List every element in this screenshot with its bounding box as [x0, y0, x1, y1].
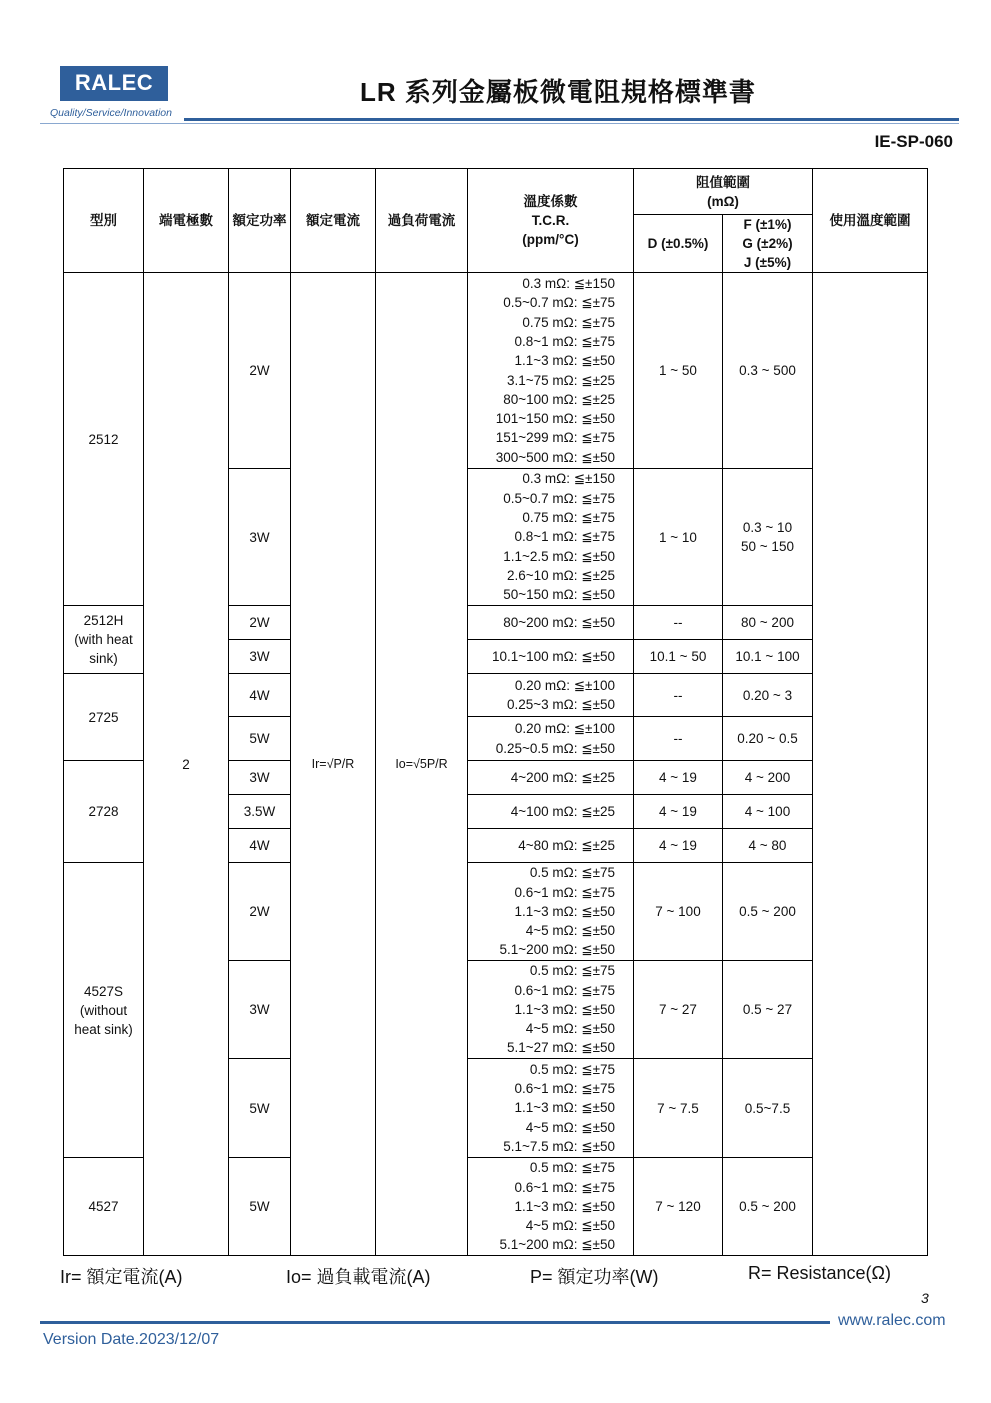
tcr-cell — [468, 795, 634, 829]
range-fgj-cell — [723, 961, 813, 1059]
range-d-cell: 4 ~ 19 — [634, 761, 723, 795]
range-d-cell: 4 ~ 19 — [634, 829, 723, 863]
tcr-line: 0.75 mΩ: ≦±75 — [522, 510, 615, 526]
range-fgj-value: 0.3 ~ 10 — [742, 520, 793, 535]
tcr-cell — [468, 640, 634, 674]
type-label: 4527 — [88, 1199, 119, 1214]
power-cell: 3W — [229, 761, 291, 795]
tcr-line: 4~5 mΩ: ≦±50 — [525, 1119, 615, 1135]
tcr-line: 1.1~3 mΩ: ≦±50 — [514, 353, 615, 369]
tcr-line: 0.5~0.7 mΩ: ≦±75 — [503, 295, 615, 311]
company-logo — [60, 66, 168, 101]
tcr-cell — [468, 1158, 634, 1256]
legend-r: R= Resistance(Ω) — [748, 1263, 891, 1283]
type-label: heat sink) — [74, 1021, 133, 1037]
tcr-line: 151~299 mΩ: ≦±75 — [495, 430, 615, 446]
type-label: 2512H — [83, 613, 124, 628]
logo-text: RALEC — [74, 70, 154, 95]
range-fgj-value: 10.1 ~ 100 — [735, 649, 800, 664]
tcr-line: 0.20 mΩ: ≦±100 — [514, 721, 615, 737]
range-fgj-value: 0.20 ~ 0.5 — [737, 731, 798, 746]
tcr-line: 0.5~0.7 mΩ: ≦±75 — [503, 490, 615, 506]
tcr-line: 5.1~200 mΩ: ≦±50 — [499, 942, 615, 958]
legend-io: Io= 過負載電流(A) — [286, 1267, 431, 1287]
tcr-line: 10.1~100 mΩ: ≦±50 — [491, 648, 615, 664]
table-row — [64, 273, 928, 469]
range-d-cell: -- — [634, 606, 723, 640]
document-number: IE-SP-060 — [874, 132, 953, 151]
range-fgj-cell — [723, 1059, 813, 1158]
rated-current-cell: Ir=√P/R — [291, 273, 376, 1256]
header-tcr-code: T.C.R. — [531, 213, 570, 228]
tcr-line: 4~5 mΩ: ≦±50 — [525, 923, 615, 939]
tcr-line: 2.6~10 mΩ: ≦±25 — [507, 567, 615, 583]
header-range-title: 阻值範圍 — [696, 174, 750, 190]
tcr-line: 0.6~1 mΩ: ≦±75 — [514, 1081, 615, 1097]
range-d-cell: 10.1 ~ 50 — [634, 640, 723, 674]
power-cell: 4W — [229, 674, 291, 717]
tcr-line: 0.25~3 mΩ: ≦±50 — [507, 697, 615, 712]
power-cell: 5W — [229, 1059, 291, 1158]
website-link[interactable]: www.ralec.com — [838, 1312, 946, 1329]
tcr-line: 300~500 mΩ: ≦±50 — [495, 449, 615, 465]
type-cell — [64, 761, 144, 863]
tcr-line: 0.8~1 mΩ: ≦±75 — [514, 529, 615, 545]
tcr-cell — [468, 961, 634, 1059]
tcr-cell — [468, 863, 634, 961]
tcr-cell — [468, 717, 634, 761]
power-cell: 2W — [229, 863, 291, 961]
tcr-line: 0.3 mΩ: ≦±150 — [522, 471, 615, 487]
terminals-cell: 2 — [144, 273, 229, 1256]
range-d-cell: 1 ~ 10 — [634, 469, 723, 606]
range-fgj-value: 0.20 ~ 3 — [742, 687, 793, 703]
range-d-cell: -- — [634, 717, 723, 761]
tcr-line: 80~100 mΩ: ≦±25 — [503, 391, 615, 407]
range-fgj-cell — [723, 829, 813, 863]
header-temp: 使用溫度範圍 — [813, 169, 928, 273]
power-cell: 5W — [229, 717, 291, 761]
tcr-line: 80~200 mΩ: ≦±50 — [503, 614, 615, 630]
range-fgj-cell — [723, 761, 813, 795]
type-cell — [64, 606, 144, 674]
type-cell — [64, 273, 144, 606]
type-label: 2512 — [88, 431, 119, 447]
tcr-line: 0.6~1 mΩ: ≦±75 — [514, 1179, 615, 1195]
header-range-d: D (±0.5%) — [634, 215, 723, 273]
tcr-line: 1.1~3 mΩ: ≦±50 — [514, 1100, 615, 1116]
tcr-cell — [468, 674, 634, 717]
tcr-line: 0.6~1 mΩ: ≦±75 — [514, 884, 615, 900]
legend-ir: Ir= 額定電流(A) — [60, 1267, 183, 1287]
range-fgj-value: 80 ~ 200 — [741, 615, 794, 630]
power-cell: 3W — [229, 469, 291, 606]
header-overload: 過負荷電流 — [376, 169, 468, 273]
footer-rule — [40, 1321, 830, 1324]
header-range-f: F (±1%) — [743, 217, 792, 232]
type-cell — [64, 863, 144, 1158]
power-cell: 3W — [229, 961, 291, 1059]
range-fgj-cell — [723, 795, 813, 829]
tcr-cell — [468, 273, 634, 469]
overload-current-cell: Io=√5P/R — [376, 273, 468, 1256]
power-cell: 3.5W — [229, 795, 291, 829]
version-date: Version Date.2023/12/07 — [43, 1331, 220, 1348]
range-fgj-cell — [723, 606, 813, 640]
tcr-line: 0.3 mΩ: ≦±150 — [522, 276, 615, 292]
power-cell: 2W — [229, 606, 291, 640]
header-tcr-unit: (ppm/°C) — [522, 232, 579, 247]
range-fgj-value: 4 ~ 80 — [748, 838, 787, 853]
tcr-line: 5.1~7.5 mΩ: ≦±50 — [503, 1138, 615, 1154]
tcr-line: 0.20 mΩ: ≦±100 — [514, 677, 615, 693]
page-number: 3 — [921, 1290, 929, 1306]
header-current: 額定電流 — [291, 169, 376, 273]
type-label: 4527S — [83, 983, 124, 999]
tcr-cell — [468, 761, 634, 795]
range-fgj-cell — [723, 640, 813, 674]
document-title: LR 系列金屬板微電阻規格標準書 — [360, 77, 756, 107]
tcr-line: 1.1~3 mΩ: ≦±50 — [514, 1001, 615, 1017]
header-range-fgj — [723, 215, 813, 273]
tcr-line: 0.5 mΩ: ≦±75 — [529, 865, 615, 881]
header-rule-thin — [40, 123, 959, 124]
power-cell: 4W — [229, 829, 291, 863]
tcr-cell — [468, 606, 634, 640]
type-label: 2728 — [88, 804, 119, 819]
header-tcr — [468, 169, 634, 273]
range-fgj-value: 0.5 ~ 200 — [739, 1199, 796, 1214]
type-cell — [64, 674, 144, 761]
header-range — [634, 169, 813, 215]
tcr-line: 0.25~0.5 mΩ: ≦±50 — [495, 740, 615, 756]
range-d-cell: 4 ~ 19 — [634, 795, 723, 829]
power-cell: 5W — [229, 1158, 291, 1256]
header-tcr-title: 溫度係數 — [523, 194, 578, 209]
tcr-line: 4~5 mΩ: ≦±50 — [525, 1218, 615, 1234]
tcr-line: 4~5 mΩ: ≦±50 — [525, 1021, 615, 1037]
tcr-line: 4~80 mΩ: ≦±25 — [518, 837, 615, 853]
tcr-line: 0.6~1 mΩ: ≦±75 — [514, 982, 615, 998]
range-d-cell: 7 ~ 7.5 — [634, 1059, 723, 1158]
power-cell: 2W — [229, 273, 291, 469]
tcr-line: 1.1~3 mΩ: ≦±50 — [514, 903, 615, 919]
header-range-g: G (±2%) — [742, 236, 793, 251]
header-rule — [184, 118, 959, 121]
range-fgj-cell — [723, 469, 813, 606]
range-fgj-value: 4 ~ 200 — [744, 770, 791, 785]
range-fgj-value: 50 ~ 150 — [741, 539, 794, 554]
range-fgj-cell — [723, 273, 813, 469]
type-label: (with heat — [74, 632, 133, 647]
tcr-line: 0.8~1 mΩ: ≦±75 — [514, 333, 615, 349]
range-d-cell: 7 ~ 27 — [634, 961, 723, 1059]
logo-tagline: Quality/Service/Innovation — [50, 107, 172, 119]
header-terminals: 端電極數 — [144, 169, 229, 273]
range-fgj-value: 0.5~7.5 — [744, 1100, 791, 1116]
tcr-line: 0.5 mΩ: ≦±75 — [529, 1160, 615, 1176]
range-fgj-cell — [723, 1158, 813, 1256]
tcr-cell — [468, 1059, 634, 1158]
range-d-cell: 7 ~ 100 — [634, 863, 723, 961]
range-fgj-value: 0.3 ~ 500 — [739, 363, 796, 378]
header-range-unit: (mΩ) — [707, 193, 739, 209]
spec-table — [63, 168, 928, 1256]
temp-range-cell — [813, 273, 928, 1256]
range-d-cell: -- — [634, 674, 723, 717]
range-fgj-cell — [723, 863, 813, 961]
legend-p: P= 額定功率(W) — [530, 1267, 659, 1287]
tcr-line: 1.1~3 mΩ: ≦±50 — [514, 1198, 615, 1214]
range-fgj-value: 0.5 ~ 200 — [739, 904, 796, 919]
tcr-line: 101~150 mΩ: ≦±50 — [495, 411, 615, 427]
tcr-line: 4~100 mΩ: ≦±25 — [510, 803, 615, 819]
tcr-line: 4~200 mΩ: ≦±25 — [510, 769, 615, 785]
range-fgj-cell — [723, 717, 813, 761]
tcr-line: 50~150 mΩ: ≦±50 — [503, 587, 615, 603]
tcr-line: 5.1~200 mΩ: ≦±50 — [499, 1237, 615, 1253]
range-fgj-value: 0.5 ~ 27 — [742, 1002, 793, 1017]
range-fgj-cell — [723, 674, 813, 717]
type-label: (without — [79, 1002, 128, 1018]
header-type: 型別 — [64, 169, 144, 273]
type-label: sink) — [89, 651, 118, 666]
tcr-cell — [468, 829, 634, 863]
header-power: 額定功率 — [229, 169, 291, 273]
tcr-line: 5.1~27 mΩ: ≦±50 — [507, 1040, 615, 1056]
tcr-line: 0.5 mΩ: ≦±75 — [529, 963, 615, 979]
tcr-line: 0.5 mΩ: ≦±75 — [529, 1061, 615, 1077]
range-d-cell: 7 ~ 120 — [634, 1158, 723, 1256]
tcr-cell — [468, 469, 634, 606]
range-fgj-value: 4 ~ 100 — [744, 804, 791, 819]
header-range-j: J (±5%) — [743, 255, 792, 270]
power-cell: 3W — [229, 640, 291, 674]
tcr-line: 3.1~75 mΩ: ≦±25 — [507, 372, 615, 388]
type-cell — [64, 1158, 144, 1256]
tcr-line: 0.75 mΩ: ≦±75 — [522, 314, 615, 330]
range-d-cell: 1 ~ 50 — [634, 273, 723, 469]
tcr-line: 1.1~2.5 mΩ: ≦±50 — [503, 548, 615, 564]
type-label: 2725 — [88, 709, 119, 725]
